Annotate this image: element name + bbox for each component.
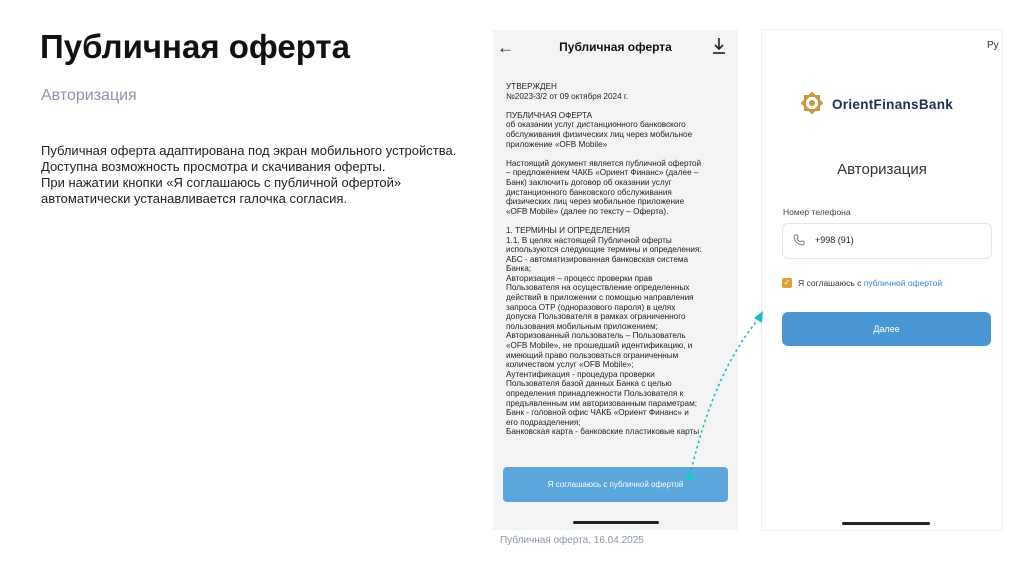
document-line: – предложением ЧАКБ «Ориент Финанс» (далее – bbox=[506, 168, 699, 178]
offer-link[interactable]: публичной офертой bbox=[863, 278, 943, 288]
bank-logo bbox=[798, 89, 978, 119]
phone-icon bbox=[793, 234, 805, 246]
auth-screen bbox=[762, 30, 1002, 530]
document-line: обслуживания физических лиц через мобильное bbox=[506, 129, 693, 139]
document-line: Банк - головной офис ЧАКБ «Ориент Финанс» и bbox=[506, 408, 689, 418]
document-line: Настоящий документ является публичной офертой bbox=[506, 158, 702, 168]
document-line: 1. ТЕРМИНЫ И ОПРЕДЕЛЕНИЯ bbox=[506, 225, 630, 235]
agree-checkbox[interactable]: ✓ bbox=[783, 278, 791, 287]
auth-title: Авторизация bbox=[837, 161, 927, 178]
description-line: При нажатии кнопки «Я соглашаюсь с публичной офертой» bbox=[41, 175, 402, 190]
document-line: УТВЕРЖДЕН bbox=[506, 82, 557, 91]
document-line: Аутентификация - процедура проверки bbox=[506, 369, 655, 379]
document-line: Банк) заключить договор об оказании услуг bbox=[506, 177, 672, 187]
slide-description bbox=[41, 143, 481, 207]
description-line: Доступна возможность просмотра и скачивания оферты. bbox=[41, 159, 386, 174]
document-line: Пользователя на осуществление определенных bbox=[506, 283, 690, 293]
slide-title: Публичная оферта bbox=[40, 28, 350, 65]
language-switch[interactable]: Ру bbox=[987, 40, 999, 51]
slide-caption: Публичная оферта, 16.04.2025 bbox=[500, 535, 644, 546]
next-button[interactable]: Далее bbox=[782, 312, 991, 346]
document-line: пользования мобильным приложением; bbox=[506, 321, 658, 331]
phone-label: Номер телефона bbox=[783, 207, 851, 217]
document-line: №2023-3/2 от 09 октября 2024 г. bbox=[506, 91, 629, 101]
phone-value: +998 (91) bbox=[815, 235, 854, 245]
document-line: имеющий право пользоваться ограниченным bbox=[506, 350, 679, 360]
logo-text: OrientFinansBank bbox=[832, 97, 954, 112]
document-line: «OFB Mobile», не прошедший идентификацию, и bbox=[506, 341, 693, 351]
description-line: Публичная оферта адаптирована под экран мобильного устройства. bbox=[41, 143, 457, 158]
document-line: АБС - автоматизированная банковская система bbox=[506, 254, 689, 264]
document-line: используются следующие термины и определения: bbox=[506, 245, 702, 255]
agree-text bbox=[798, 278, 942, 288]
document-line: об оказании услуг дистанционного банковского bbox=[506, 120, 686, 130]
download-icon[interactable] bbox=[712, 37, 726, 55]
document-line: физических лиц через мобильное приложение bbox=[506, 197, 685, 207]
document-line: ПУБЛИЧНАЯ ОФЕРТА bbox=[506, 110, 593, 120]
document-line: Банка; bbox=[506, 264, 532, 274]
document-line: «OFB Mobile» (далее по тексту – Оферта). bbox=[506, 206, 669, 216]
document-line: 1.1. В целях настоящей Публичной оферты bbox=[506, 235, 672, 245]
document-line: количеством услуг «OFB Mobile»; bbox=[506, 360, 634, 370]
agree-prefix: Я соглашаюсь с bbox=[798, 278, 864, 288]
orient-finans-bank-logo-icon bbox=[798, 89, 826, 117]
document-line: запроса OTP (одноразового пароля) в целях bbox=[506, 302, 676, 312]
document-gap bbox=[506, 149, 728, 159]
description-line: автоматически устанавливается галочка согласия. bbox=[41, 191, 348, 206]
document-line: определения принадлежности Пользователя к bbox=[506, 389, 684, 398]
phone-input[interactable] bbox=[782, 223, 992, 259]
arrow-left-icon[interactable]: ← bbox=[497, 38, 514, 57]
document-line: Пользователя базой данных Банка с целью bbox=[506, 379, 672, 389]
slide-subtitle: Авторизация bbox=[41, 87, 137, 104]
document-line: Авторизованный пользователь – Пользователь bbox=[506, 331, 686, 341]
document-line: предъявленным им авторизованным параметрам; bbox=[506, 398, 697, 408]
document-line: дистанционного банковского обслуживания bbox=[506, 187, 672, 197]
document-line: его подразделения; bbox=[506, 417, 581, 427]
document-line: допуска Пользователя в рамках ограниченного bbox=[506, 312, 686, 322]
document-gap bbox=[506, 216, 728, 226]
connector-arrow bbox=[680, 305, 775, 490]
document-line: приложение «OFB Mobile» bbox=[506, 139, 608, 149]
home-indicator bbox=[573, 521, 659, 524]
document-line: действий в приложении с помощью направления bbox=[506, 293, 694, 303]
agree-offer-button[interactable]: Я соглашаюсь с публичной офертой bbox=[503, 467, 728, 502]
document-line: Банковская карта - банковские пластиковые карты bbox=[506, 427, 700, 437]
home-indicator bbox=[842, 522, 930, 525]
offer-screen-title: Публичная оферта bbox=[559, 40, 672, 54]
document-line: Авторизация – процесс проверки прав bbox=[506, 273, 653, 283]
document-gap bbox=[506, 101, 728, 111]
